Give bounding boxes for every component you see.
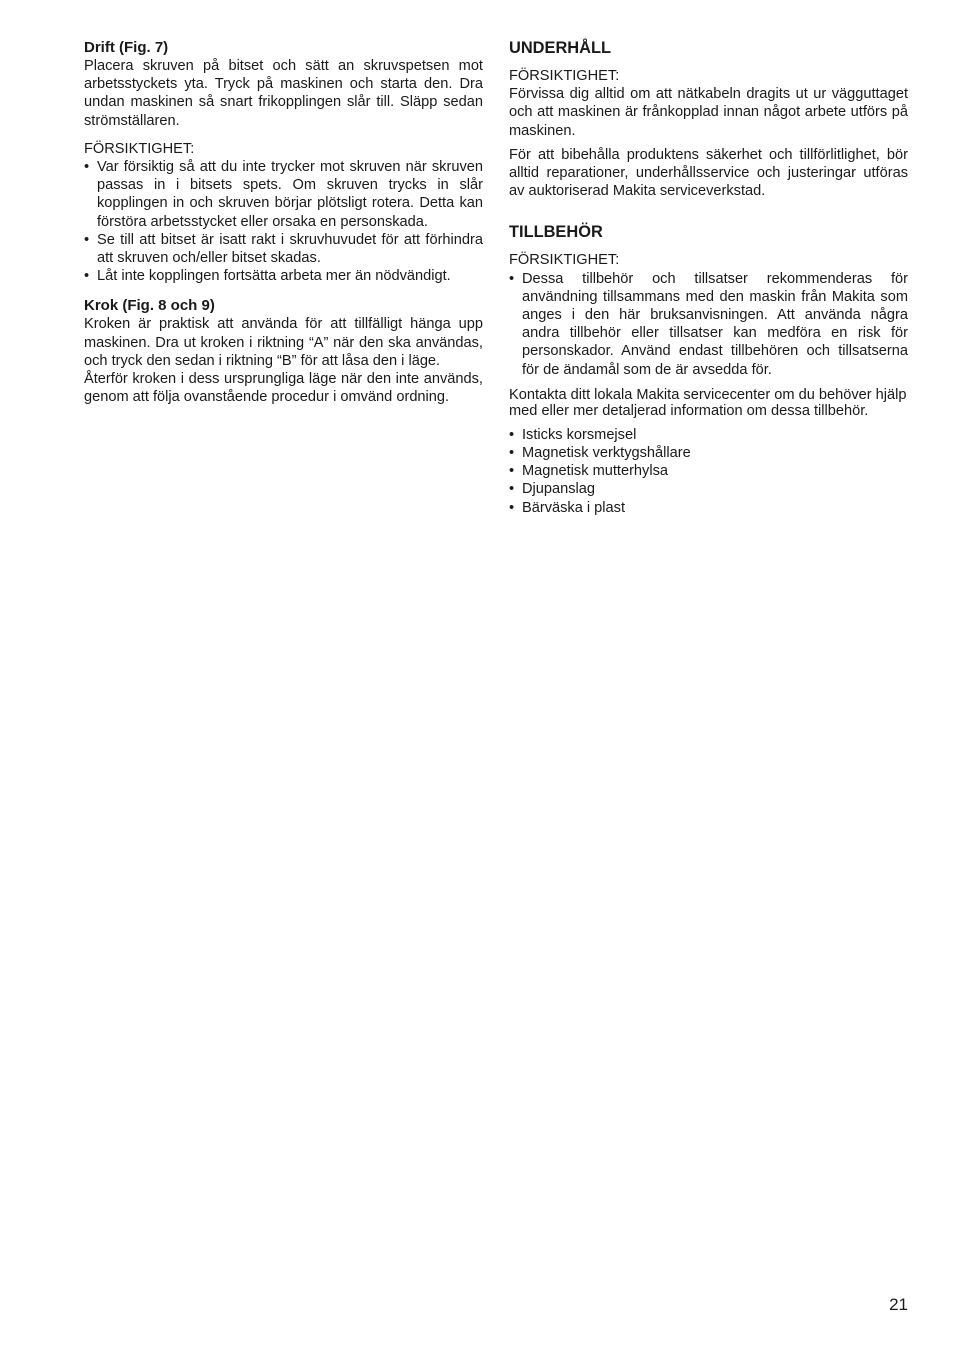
list-item: • Magnetisk verktygshållare [509, 444, 908, 462]
tillbehor-heading: TILLBEHÖR [509, 223, 603, 242]
list-item: • Låt inte kopplingen fortsätta arbeta mer än nödvändigt. [84, 267, 483, 285]
krok-paragraph-2: Återför kroken i dess ursprungliga läge när den inte används, genom att följa ovanstående procedur i omvänd ordning. [84, 371, 483, 406]
drift-heading: Drift (Fig. 7) [84, 39, 169, 56]
krok-heading: Krok (Fig. 8 och 9) [84, 297, 215, 315]
tillbehor-caution-list [509, 270, 908, 379]
right-column [509, 38, 908, 517]
list-item: • Djupanslag [509, 480, 908, 498]
list-item: • Dessa tillbehör och tillsatser rekommenderas för användning tillsammans med den maskin från Makita som anges i den här bruksanvisningen. Att använda några andra tillbehör eller tillsatser kan medföra en risk för personskador. Använd endast tillbehören och tillsatserna för de ändamål som de är avsedda för. [509, 270, 908, 379]
underhall-paragraph: Förvissa dig alltid om att nätkabeln dragits ut ur vägguttaget och att maskinen är frånkopplad innan något arbete utförs på maskinen. [509, 86, 908, 139]
caution-label: FÖRSIKTIGHET: [509, 68, 620, 84]
list-item: • Se till att bitset är isatt rakt i skruvhuvudet för att förhindra att skruven och/eller bitset skadas. [84, 231, 483, 267]
caution-label: FÖRSIKTIGHET: [509, 252, 620, 269]
list-item: • Bärväska i plast [509, 499, 908, 517]
list-item: • Isticks korsmejsel [509, 426, 908, 444]
underhall-heading: UNDERHÅLL [509, 39, 611, 57]
list-item: • Var försiktig så att du inte trycker mot skruven när skruven passas in i bitsets spets. Om skruven trycks in slår kopplingen in och skruven börjar plötsligt rotera. Detta kan förstöra arbetsstycket eller orsaka en personskada. [84, 158, 483, 231]
underhall-paragraph-2: För att bibehålla produktens säkerhet och tillförlitlighet, bör alltid reparationer, underhållsservice och justeringar utföras av auktoriserad Makita serviceverkstad. [509, 146, 908, 200]
page-number: 21 [889, 1295, 908, 1314]
contact-paragraph: Kontakta ditt lokala Makita servicecenter om du behöver hjälp med eller mer detaljerad information om dessa tillbehör. [509, 386, 907, 420]
drift-paragraph: Placera skruven på bitset och sätt an skruvspetsen mot arbetsstyckets yta. Tryck på maskinen och starta den. Dra undan maskinen så snart frikopplingen slår till. Släpp sedan strömställaren. [84, 58, 483, 129]
krok-paragraph: Kroken är praktisk att använda för att tillfälligt hänga upp maskinen. Dra ut kroken i riktning “A” när den ska användas, och tryck den sedan i riktning “B” för att låsa den i läge. [84, 316, 483, 369]
left-column [84, 38, 483, 406]
caution-list [84, 158, 483, 285]
accessories-list [509, 426, 908, 517]
caution-label: FÖRSIKTIGHET: [84, 140, 195, 157]
list-item: • Magnetisk mutterhylsa [509, 462, 908, 480]
